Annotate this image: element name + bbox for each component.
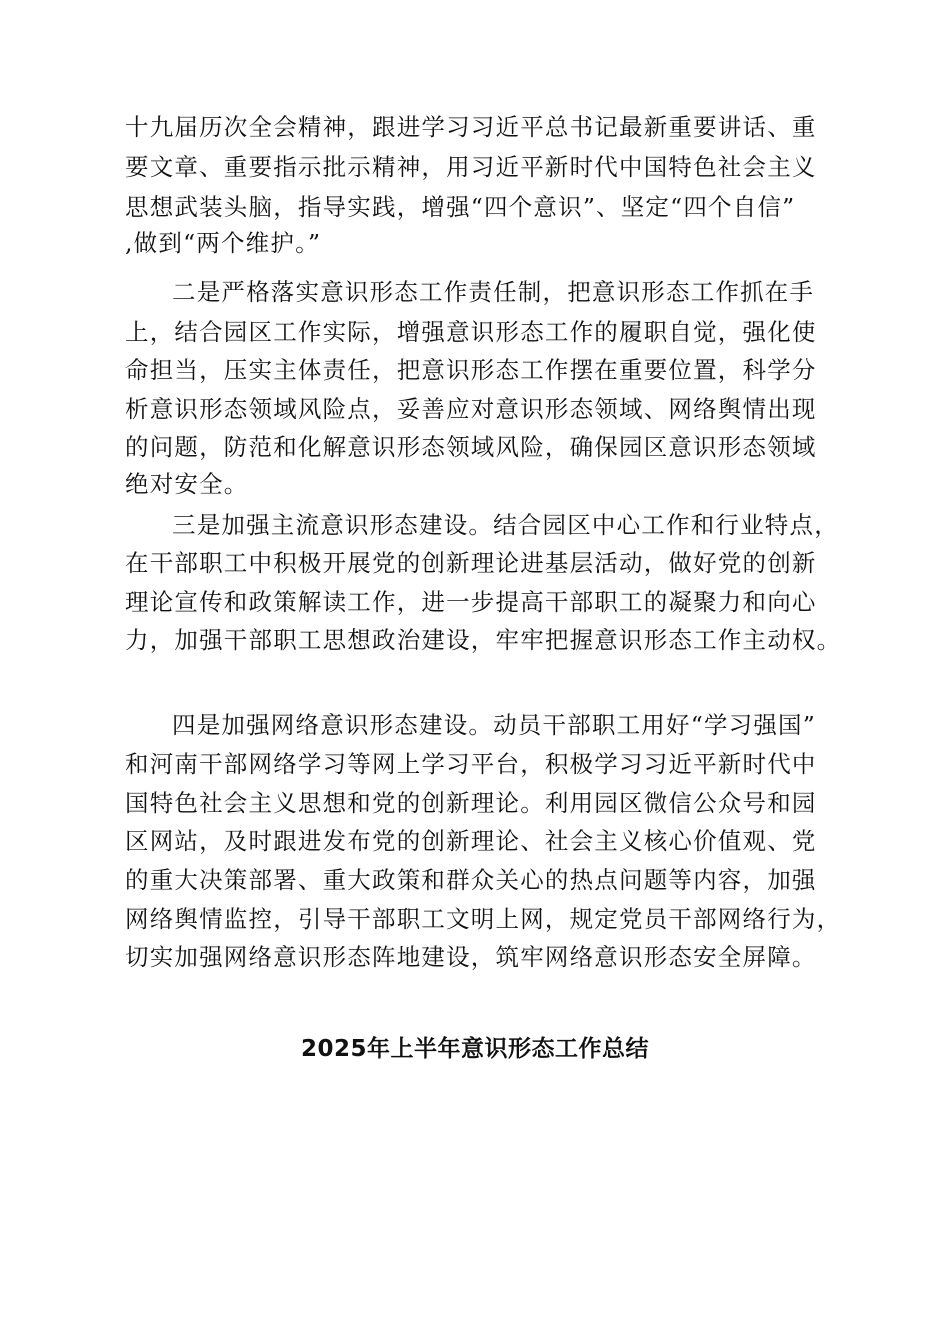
text-line: 绝对安全。: [125, 470, 249, 498]
text-line: 三是加强主流意识形态建设。结合园区中心工作和行业特点，: [172, 511, 839, 539]
text-line: 力，加强干部职工思想政治建设，牢牢把握意识形态工作主动权。: [125, 626, 842, 654]
text-line: 网络舆情监控，引导干部职工文明上网，规定党员干部网络行为，: [125, 905, 842, 933]
text-line: 的重大决策部署、重大政策和群众关心的热点问题等内容，加强: [125, 866, 817, 894]
text-line: 区网站，及时跟进发布党的创新理论、社会主义核心价值观、党: [125, 827, 817, 855]
text-line: 二是严格落实意识形态工作责任制，把意识形态工作抓在手: [172, 278, 815, 306]
text-line: 切实加强网络意识形态阵地建设，筑牢网络意识形态安全屏障。: [125, 943, 817, 971]
text-line: 析意识形态领域风险点，妥善应对意识形态领域、网络舆情出现: [125, 395, 817, 423]
text-line: ,做到“两个维护。”: [125, 229, 322, 257]
text-line: 上，结合园区工作实际，增强意识形态工作的履职自觉，强化使: [125, 318, 817, 346]
text-line: 国特色社会主义思想和党的创新理论。利用园区微信公众号和园: [125, 789, 817, 817]
section-title: 2025年上半年意识形态工作总结: [300, 1036, 649, 1062]
text-line: 十九届历次全会精神，跟进学习习近平总书记最新重要讲话、重: [125, 113, 817, 141]
text-line: 和河南干部网络学习等网上学习平台，积极学习习近平新时代中: [125, 750, 817, 778]
text-line: 四是加强网络意识形态建设。动员干部职工用好“学习强国”: [172, 711, 816, 739]
text-line: 的问题，防范和化解意识形态领域风险，确保园区意识形态领域: [125, 433, 817, 461]
text-line: 理论宣传和政策解读工作，进一步提高干部职工的凝聚力和向心: [125, 588, 817, 616]
text-line: 命担当，压实主体责任，把意识形态工作摆在重要位置，科学分: [125, 356, 817, 384]
text-line: 要文章、重要指示批示精神，用习近平新时代中国特色社会主义: [125, 153, 817, 181]
text-line: 思想武装头脑，指导实践，增强“四个意识”、坚定“四个自信”: [125, 193, 796, 221]
text-line: 在干部职工中积极开展党的创新理论进基层活动，做好党的创新: [125, 549, 817, 577]
